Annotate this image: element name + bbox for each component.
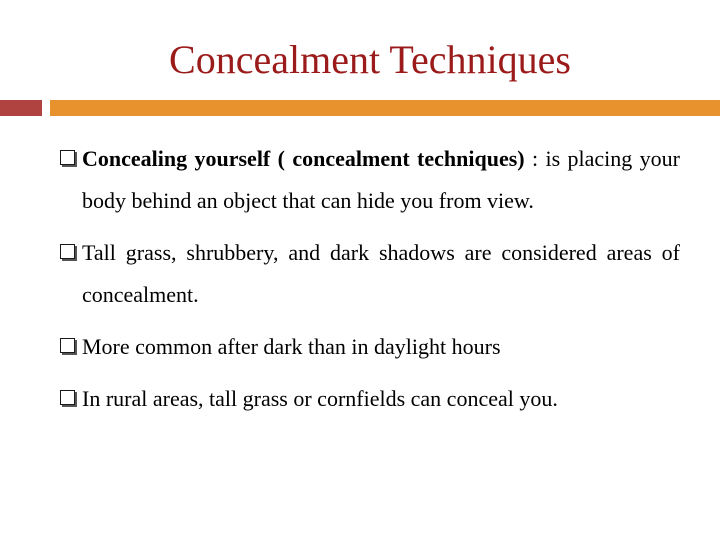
- bullet-item: [60, 232, 680, 316]
- checkbox-square-icon: [60, 338, 75, 353]
- slide-title: Concealment Techniques: [169, 37, 571, 82]
- bullet-text: In rural areas, tall grass or cornfields can conceal you.: [82, 386, 558, 411]
- title-divider-accent-left: [0, 100, 42, 116]
- checkbox-square-icon: [60, 390, 75, 405]
- bullet-text: Tall grass, shrubbery, and dark shadows are considered areas of concealment.: [82, 240, 680, 307]
- bullet-item: [60, 378, 680, 420]
- bullet-text: : is placing your body behind an object that can hide you from view.: [82, 146, 680, 213]
- title-divider-accent-right: [50, 100, 720, 116]
- bullet-item: [60, 326, 680, 368]
- bullet-list: [60, 138, 680, 430]
- checkbox-square-icon: [60, 150, 75, 165]
- bullet-text: More common after dark than in daylight hours: [82, 334, 501, 359]
- checkbox-square-icon: [60, 244, 75, 259]
- bullet-item: [60, 138, 680, 222]
- bullet-bold-text: Concealing yourself ( concealment techniques): [82, 146, 525, 171]
